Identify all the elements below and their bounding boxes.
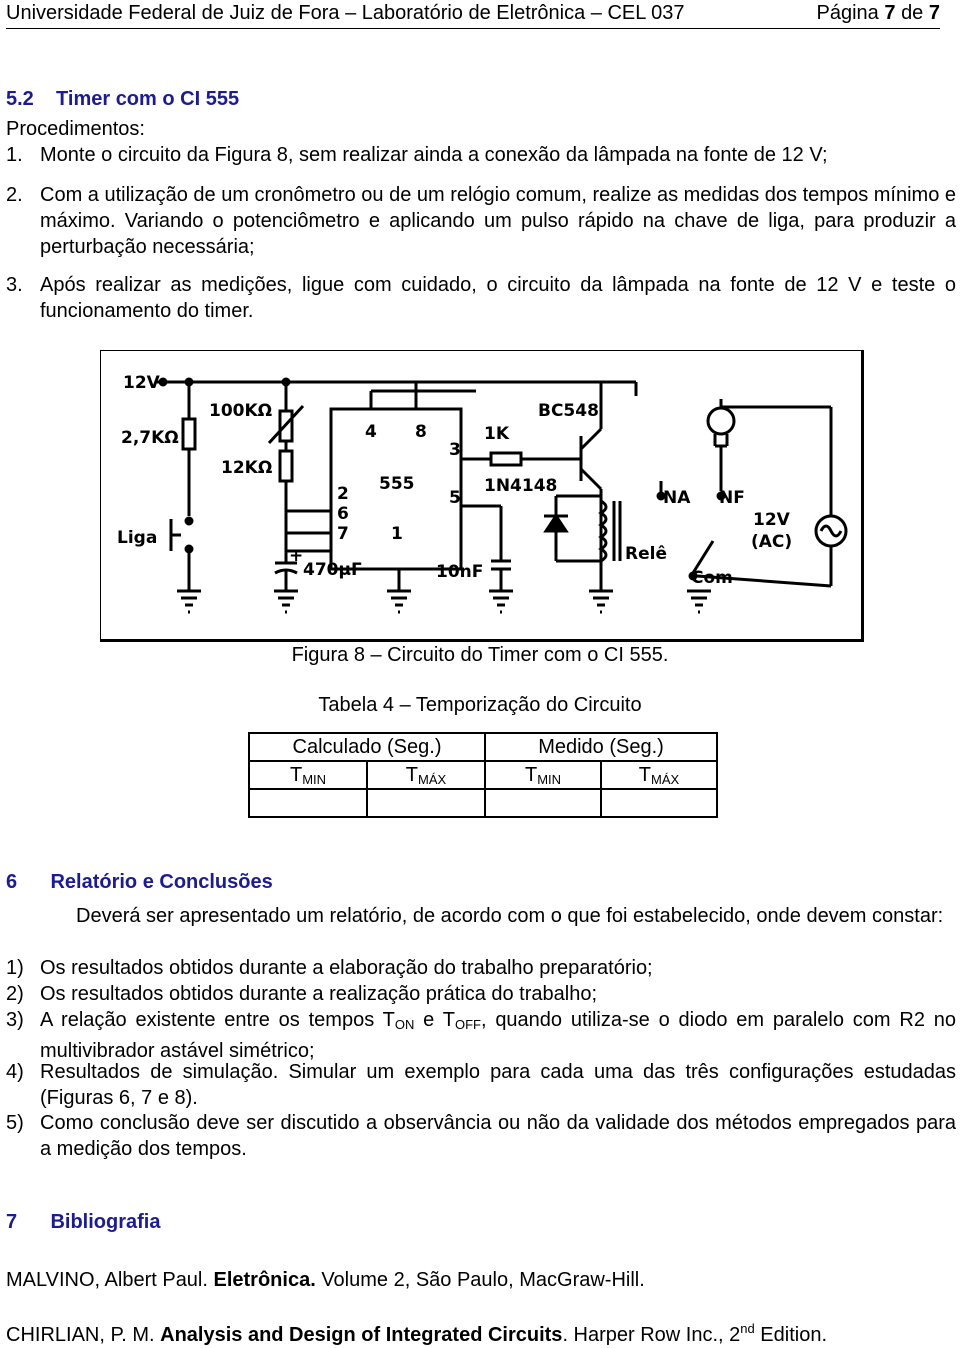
label-plus: + bbox=[289, 546, 304, 566]
reference-2: CHIRLIAN, P. M. Analysis and Design of Integrated Circuits. Harper Row Inc., 2nd Edition. bbox=[6, 1321, 828, 1346]
col-calc-tmax: $T_{MÁX}$ bbox=[367, 761, 485, 789]
label-pin-5: 5 bbox=[449, 488, 461, 508]
cell-empty[interactable] bbox=[485, 789, 601, 817]
cell-empty[interactable] bbox=[249, 789, 367, 817]
label-rele: Relê bbox=[625, 544, 667, 564]
report-item-5: 5) Como conclusão deve ser discutido a observância ou não da validade dos métodos empregados para a medição dos tempos. bbox=[6, 1112, 956, 1160]
table-header-row bbox=[249, 733, 717, 761]
label-10nf: 10nF bbox=[436, 562, 484, 582]
circuit-svg bbox=[101, 351, 857, 635]
label-pin-8: 8 bbox=[415, 422, 427, 442]
col-calc-tmin: $T_{MIN}$ bbox=[249, 761, 367, 789]
label-pin-7: 7 bbox=[337, 524, 349, 544]
section6-intro: Deverá ser apresentado um relatório, de acordo com o que foi estabelecido, onde devem constar: bbox=[76, 905, 944, 927]
report-item-4: 4) Resultados de simulação. Simular um exemplo para cada uma das três configurações estudadas (Figuras 6, 7 e 8). bbox=[6, 1061, 956, 1109]
label-com: Com bbox=[691, 568, 733, 588]
section-title-6: 6 Relatório e Conclusões bbox=[6, 871, 273, 893]
section-title-7: 7 Bibliografia bbox=[6, 1211, 161, 1233]
figure-caption: Figura 8 – Circuito do Timer com o CI 555. bbox=[291, 644, 669, 666]
page-header bbox=[6, 2, 940, 29]
timing-table bbox=[248, 732, 718, 818]
label-na: NA bbox=[663, 488, 691, 508]
label-555: 555 bbox=[379, 474, 415, 494]
label-ac: (AC) bbox=[751, 532, 793, 552]
label-nf: NF bbox=[719, 488, 745, 508]
table-empty-row bbox=[249, 789, 717, 817]
label-bc548: BC548 bbox=[538, 401, 599, 421]
cell-empty[interactable] bbox=[367, 789, 485, 817]
label-2-7k: 2,7KΩ bbox=[121, 428, 179, 448]
label-12v-ac: 12V bbox=[753, 510, 790, 530]
label-liga: Liga bbox=[117, 528, 158, 548]
step-1: 1. Monte o circuito da Figura 8, sem realizar ainda a conexão da lâmpada na fonte de 12 V; bbox=[6, 144, 828, 166]
page-number: Página 7 de 7 bbox=[816, 2, 940, 24]
step-3: 3. Após realizar as medições, ligue com cuidado, o circuito da lâmpada na fonte de 12 V e teste o funcionamento do timer. bbox=[6, 274, 956, 322]
section-title-5-2: 5.2 Timer com o CI 555 bbox=[6, 88, 240, 110]
label-pin-4: 4 bbox=[365, 422, 377, 442]
label-1k: 1K bbox=[484, 424, 510, 444]
col-meas-tmin: $T_{MIN}$ bbox=[485, 761, 601, 789]
table-subheader-row bbox=[249, 761, 717, 789]
header-calculated: Calculado (Seg.) bbox=[249, 733, 485, 761]
header-measured: Medido (Seg.) bbox=[485, 733, 717, 761]
cell-empty[interactable] bbox=[601, 789, 717, 817]
reference-1: MALVINO, Albert Paul. Eletrônica. Volume 2, São Paulo, MacGraw-Hill. bbox=[6, 1269, 645, 1291]
procedures-label: Procedimentos: bbox=[6, 118, 145, 140]
label-pin-2: 2 bbox=[337, 484, 349, 504]
label-12v: 12V bbox=[123, 373, 160, 393]
circuit-diagram bbox=[100, 350, 864, 642]
label-12k: 12KΩ bbox=[221, 458, 273, 478]
label-1n4148: 1N4148 bbox=[484, 476, 558, 496]
report-item-3: 3) A relação existente entre os tempos $T_{ON}$ e $T_{OFF}$, quando utiliza-se o diodo em paralelo com R2 no multivibrador astável simétrico; bbox=[6, 1009, 956, 1062]
label-pin-3: 3 bbox=[449, 440, 461, 460]
label-pin-6: 6 bbox=[337, 504, 349, 524]
report-item-1: 1) Os resultados obtidos durante a elaboração do trabalho preparatório; bbox=[6, 957, 653, 979]
label-470uf: 470µF bbox=[303, 560, 363, 580]
header-title: Universidade Federal de Juiz de Fora – Laboratório de Eletrônica – CEL 037 bbox=[6, 2, 685, 24]
report-item-2: 2) Os resultados obtidos durante a realização prática do trabalho; bbox=[6, 983, 598, 1005]
label-100k: 100KΩ bbox=[209, 401, 273, 421]
table-caption: Tabela 4 – Temporização do Circuito bbox=[318, 694, 642, 716]
col-meas-tmax: $T_{MÁX}$ bbox=[601, 761, 717, 789]
step-2: 2. Com a utilização de um cronômetro ou de um relógio comum, realize as medidas dos tempos mínimo e máximo. Variando o potenciômetro e aplicando um pulso rápido na chave de liga, para produzir a perturbação necessária; bbox=[6, 184, 956, 258]
label-pin-1: 1 bbox=[391, 524, 403, 544]
